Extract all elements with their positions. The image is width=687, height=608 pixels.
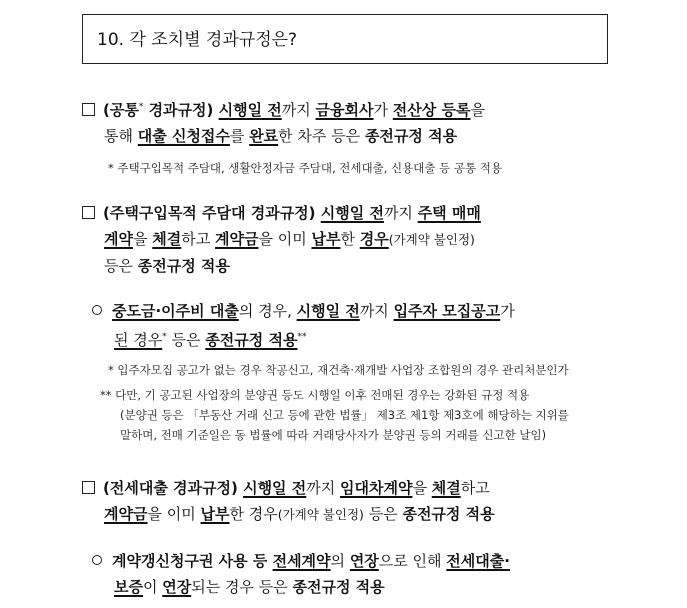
subsection-installment (92, 298, 637, 353)
question-title: 10. 각 조치별 경과규정은? (97, 30, 298, 50)
installment-footnote-1: * 입주자모집 공고가 없는 경우 착공신고, 재건축·재개발 사업장 조합원의 경우 관리처분인가 (108, 363, 569, 377)
installment-footnote-3: (분양권 등은 「부동산 거래 신고 등에 관한 법률」 제3조 제1항 제3호에 해당하는 지위를 (120, 408, 569, 422)
section-purchase-line-2: 계약을 체결하고 계약금을 이미 납부한 경우(가계약 불인정) (104, 230, 475, 248)
installment-footnote-2: ** 다만, 기 공고된 사업장의 분양권 등도 시행일 이후 전매된 경우는 강화된 규정 적용 (100, 388, 530, 402)
subsection-installment-line-2: 된 경우* 등은 종전규정 적용** (114, 331, 307, 349)
subsection-installment-line-1: 중도금·이주비 대출의 경우, 시행일 전까지 입주자 모집공고가 (92, 298, 637, 324)
circle-bullet-icon (92, 305, 102, 315)
section-common-line-1: (공통* 경과규정) 시행일 전까지 금융회사가 전산상 등록을 (82, 94, 627, 123)
subsection-renewal-line-1: 계약갱신청구권 사용 등 전세계약의 연장으로 인해 전세대출· (92, 548, 637, 574)
section-purchase (82, 200, 627, 279)
square-bullet-icon (82, 103, 95, 116)
section-purchase-line-1: (주택구입목적 주담대 경과규정) 시행일 전까지 주택 매매 (82, 200, 627, 226)
installment-footnote-4: 말하며, 전매 기준일은 동 법률에 따라 거래당사자가 분양권 등의 거래를 신고한 날임) (120, 428, 547, 442)
question-box (82, 14, 608, 64)
subsection-renewal-line-2: 보증이 연장되는 경우 등은 종전규정 적용 (114, 578, 385, 596)
section-common (82, 94, 627, 149)
square-bullet-icon (82, 206, 95, 219)
common-footnote: * 주택구입목적 주담대, 생활안정자금 주담대, 전세대출, 신용대출 등 공통 적용 (108, 161, 502, 175)
section-purchase-line-3: 등은 종전규정 적용 (104, 257, 230, 275)
section-common-line-2: 통해 대출 신청접수를 완료한 차주 등은 종전규정 적용 (104, 127, 458, 145)
section-jeonse (82, 475, 627, 528)
circle-bullet-icon (92, 555, 102, 565)
subsection-renewal (92, 548, 637, 600)
section-jeonse-line-2: 계약금을 이미 납부한 경우(가계약 불인정) 등은 종전규정 적용 (104, 505, 495, 523)
square-bullet-icon (82, 481, 95, 494)
section-jeonse-line-1: (전세대출 경과규정) 시행일 전까지 임대차계약을 체결하고 (82, 475, 627, 501)
